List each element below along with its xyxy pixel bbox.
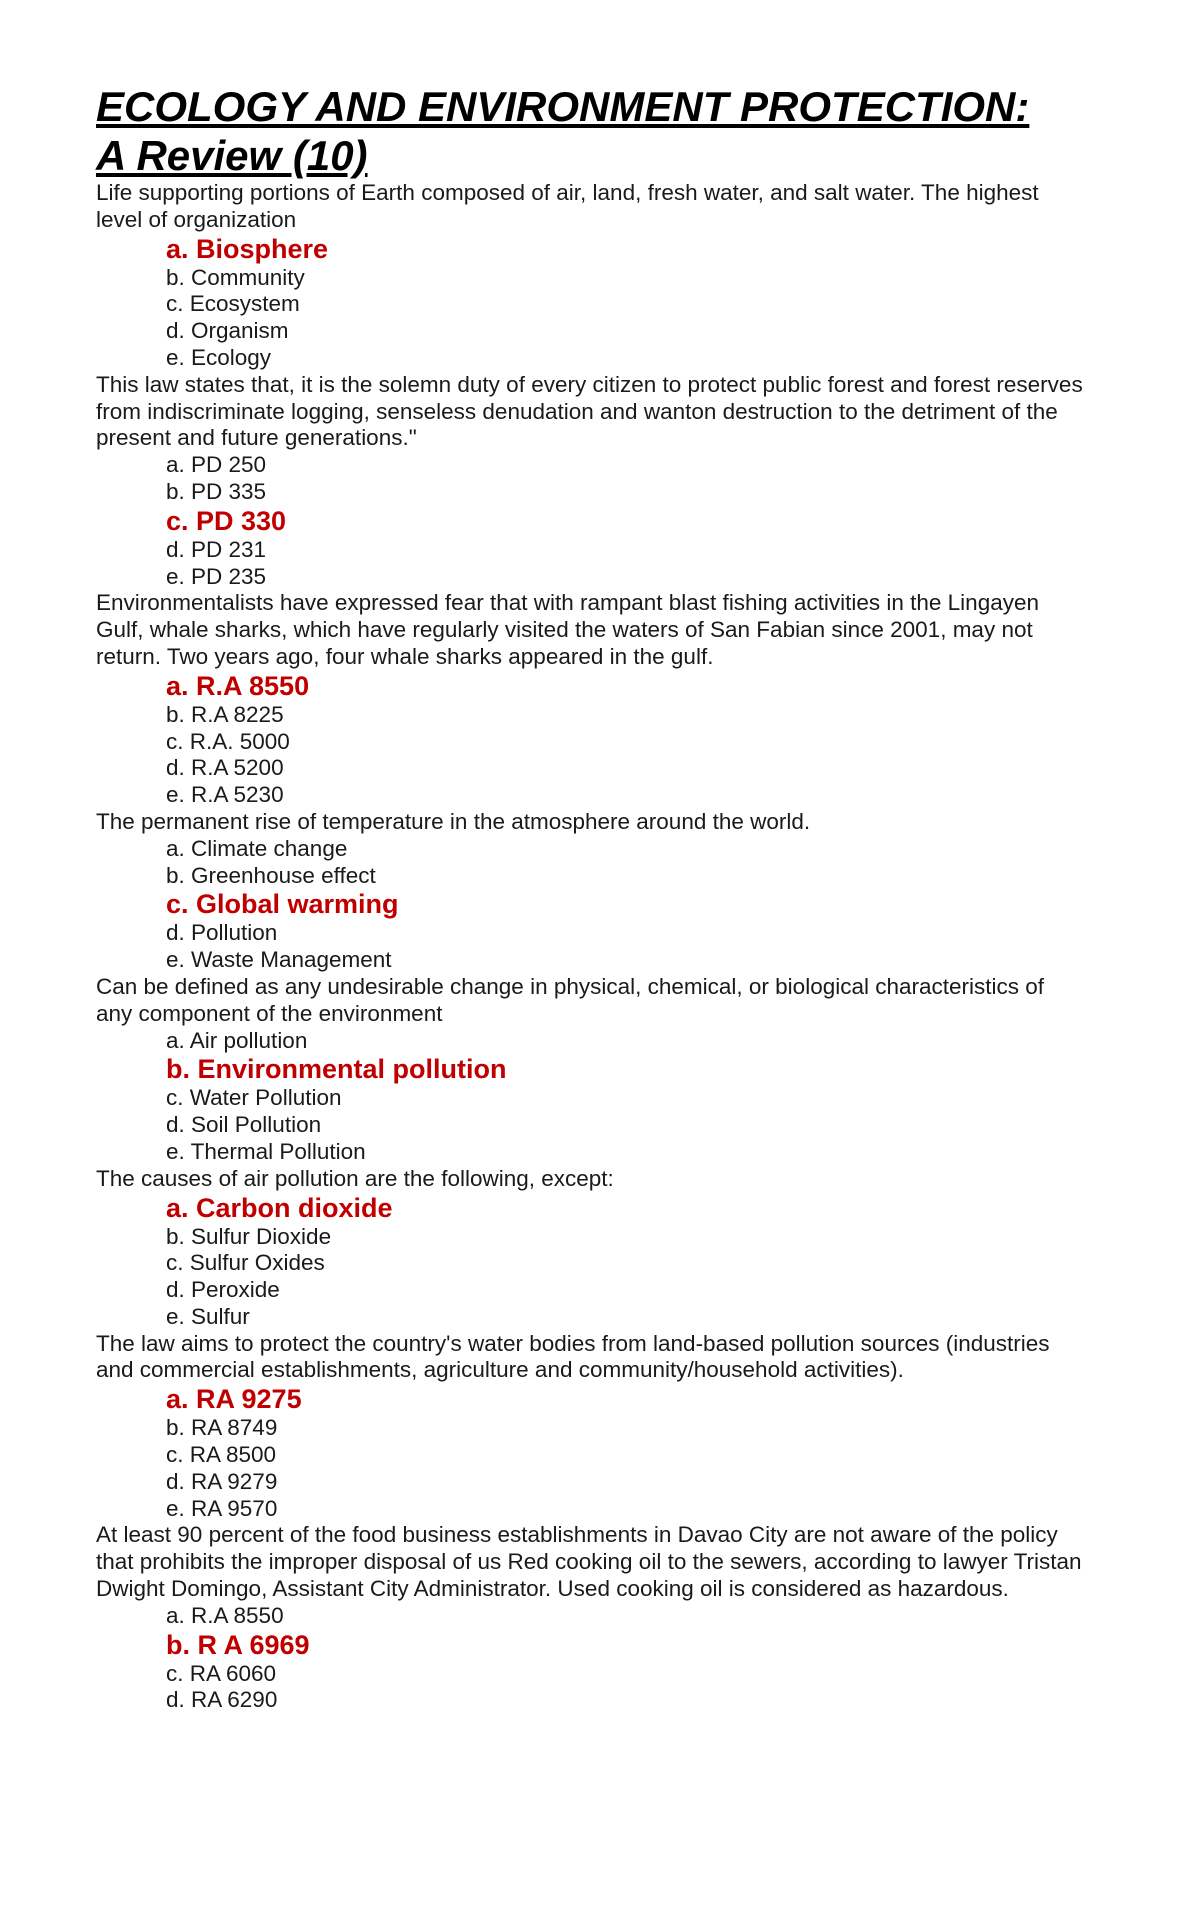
correct-answer-option: b. R A 6969 (166, 1629, 310, 1660)
answer-option: a. R.A 8550 (166, 1602, 284, 1628)
answer-option: a. Air pollution (166, 1027, 308, 1053)
answer-option: d. PD 231 (166, 536, 267, 562)
question-text: At least 90 percent of the food business establishments in Davao City are not aware of the policy that prohibits the improper disposal of us Red cooking oil to the sewers, according to lawyer Tristan Dwight Domingo, Assistant City Administrator. Used cooking oil is considered as hazardous. (96, 1522, 1082, 1602)
option-list (96, 1384, 1086, 1522)
title-line-1: ECOLOGY AND ENVIRONMENT PROTECTION: (96, 83, 1030, 130)
answer-option: e. Thermal Pollution (166, 1138, 366, 1164)
question-block (96, 1522, 1086, 1714)
question-block (96, 974, 1086, 1166)
answer-option: d. Soil Pollution (166, 1112, 322, 1138)
answer-option: e. PD 235 (166, 563, 267, 589)
answer-option: c. Ecosystem (166, 291, 300, 317)
answer-option: b. Greenhouse effect (166, 862, 376, 888)
answer-option: c. RA 8500 (166, 1442, 277, 1468)
answer-option: d. Pollution (166, 920, 278, 946)
question-block (96, 1166, 1086, 1331)
question-text: The permanent rise of temperature in the atmosphere around the world. (96, 808, 811, 834)
document-content (96, 82, 1086, 1714)
correct-answer-option: c. Global warming (166, 889, 399, 920)
title-line-2: A Review (10) (96, 132, 368, 179)
document-title (96, 82, 1086, 180)
answer-option: b. Sulfur Dioxide (166, 1223, 332, 1249)
option-list (96, 452, 1086, 590)
answer-option: b. PD 335 (166, 478, 267, 504)
question-block (96, 1331, 1086, 1523)
answer-option: d. RA 9279 (166, 1468, 278, 1494)
question-text: The causes of air pollution are the following, except: (96, 1165, 614, 1191)
option-list (96, 234, 1086, 372)
question-block (96, 809, 1086, 974)
answer-option: c. RA 6060 (166, 1660, 277, 1686)
correct-answer-option: a. R.A 8550 (166, 670, 310, 701)
answer-option: d. Organism (166, 318, 289, 344)
option-list (96, 1028, 1086, 1166)
option-list (96, 1193, 1086, 1331)
question-list (96, 180, 1086, 1714)
question-block (96, 180, 1086, 372)
correct-answer-option: c. PD 330 (166, 505, 287, 536)
question-text: This law states that, it is the solemn duty of every citizen to protect public forest and forest reserves from indiscriminate logging, senseless denudation and wanton destruction to the detriment of the present and future generations." (96, 371, 1083, 451)
option-list (96, 836, 1086, 974)
answer-option: b. Community (166, 264, 305, 290)
answer-option: c. Sulfur Oxides (166, 1250, 325, 1276)
correct-answer-option: b. Environmental pollution (166, 1054, 507, 1085)
answer-option: d. R.A 5200 (166, 755, 284, 781)
correct-answer-option: a. Carbon dioxide (166, 1192, 393, 1223)
question-text: Environmentalists have expressed fear that with rampant blast fishing activities in the Lingayen Gulf, whale sharks, which have regularly visited the waters of San Fabian since 2001, may not return. Two years ago, four whale sharks appeared in the gulf. (96, 590, 1040, 669)
question-text: Life supporting portions of Earth composed of air, land, fresh water, and salt water. The highest level of organization (96, 180, 1039, 232)
answer-option: c. R.A. 5000 (166, 728, 290, 754)
answer-option: e. Ecology (166, 344, 272, 370)
correct-answer-option: a. Biosphere (166, 233, 329, 264)
answer-option: d. RA 6290 (166, 1687, 278, 1713)
answer-option: b. R.A 8225 (166, 701, 284, 727)
question-text: The law aims to protect the country's water bodies from land-based pollution sources (industries and commercial establishments, agriculture and community/household activities). (96, 1330, 1050, 1383)
question-text: Can be defined as any undesirable change in physical, chemical, or biological characteristics of any component of the environment (96, 973, 1045, 1026)
answer-option: a. Climate change (166, 835, 348, 861)
correct-answer-option: a. RA 9275 (166, 1384, 302, 1415)
answer-option: e. Waste Management (166, 947, 392, 973)
option-list (96, 671, 1086, 809)
option-list (96, 1603, 1086, 1714)
answer-option: e. RA 9570 (166, 1495, 278, 1521)
answer-option: b. RA 8749 (166, 1415, 278, 1441)
question-block (96, 590, 1086, 809)
question-block (96, 372, 1086, 591)
answer-option: e. Sulfur (166, 1303, 250, 1329)
answer-option: a. PD 250 (166, 452, 267, 478)
answer-option: c. Water Pollution (166, 1085, 342, 1111)
answer-option: d. Peroxide (166, 1277, 280, 1303)
answer-option: e. R.A 5230 (166, 782, 284, 808)
